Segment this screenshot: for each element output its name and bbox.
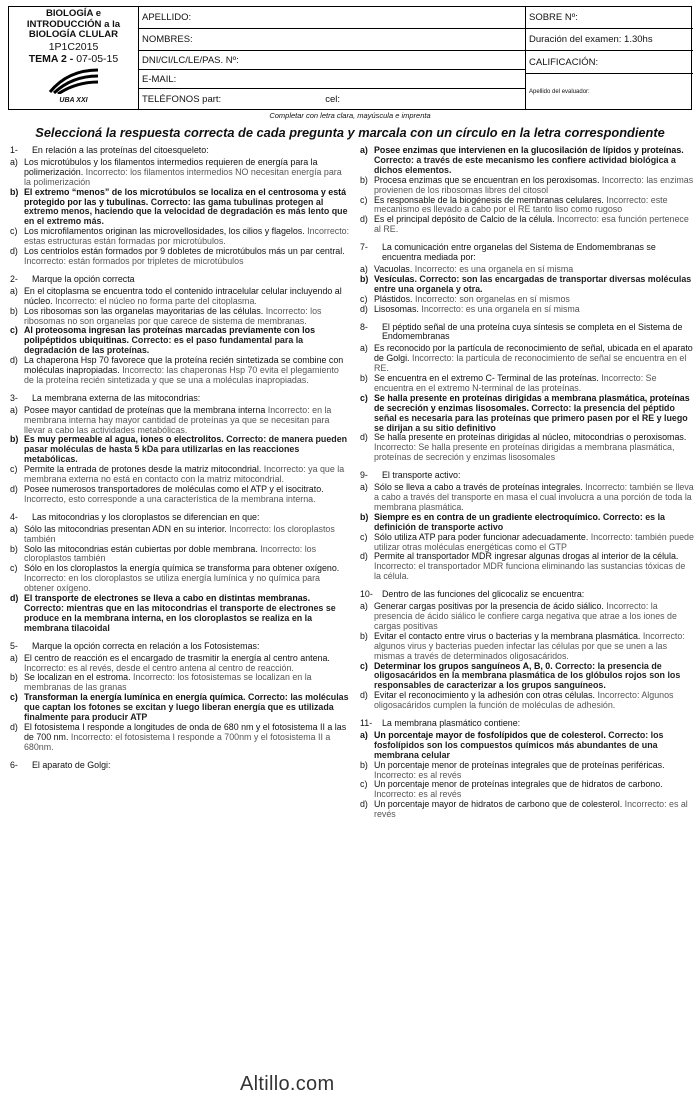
option-text: Al proteosoma ingresan las proteínas marcadas previamente con los polipéptidos ubiquitinas. (24, 325, 316, 346)
option-comment: Correcto: es el paso fundamental para la degradación de las proteínas. (24, 335, 304, 356)
option-letter[interactable]: c) (10, 464, 18, 475)
option-text: Procesa enzimas que se encuentran en los peroxisomas. (374, 174, 600, 185)
option-body (24, 545, 350, 565)
question (10, 642, 350, 753)
question-text: Marque la opción correcta en relación a los Fotosistemas: (32, 640, 260, 651)
option-letter[interactable]: a) (360, 263, 368, 274)
option-text: Se encuentra en el extremo C- Terminal de las proteínas. (374, 373, 599, 384)
sobre-field[interactable] (526, 7, 693, 29)
question-stem (360, 719, 694, 729)
option-text: Determinar los grupos sanguíneos A, B, 0. (374, 660, 553, 671)
exam-date: 07-05-15 (76, 52, 119, 65)
question-text: El aparato de Golgi: (32, 759, 111, 770)
option-comment: Correcto: es la definición de transporte activo (374, 511, 665, 532)
option-body (374, 800, 694, 820)
logo-text: UBA XXI (59, 96, 88, 104)
option-body (374, 394, 694, 434)
question-number: 5- (10, 640, 18, 651)
option-comment: Incorrecto: los cloroplastos también (24, 543, 317, 564)
answer-option[interactable] (360, 602, 694, 632)
option-letter[interactable]: d) (360, 551, 368, 562)
answer-option[interactable] (10, 227, 350, 247)
option-comment: Incorrecto: son organelas en sí mismos (414, 293, 570, 304)
answer-option[interactable] (10, 693, 350, 723)
option-comment: Incorrecto: el fotosistema I responde a 700nm y el fotosistema II a 680nm. (24, 731, 331, 752)
dni-field[interactable] (139, 51, 525, 70)
option-letter[interactable]: b) (360, 273, 369, 284)
option-text: Lisosomas. (374, 303, 419, 314)
option-body (374, 483, 694, 513)
uba-logo (34, 68, 114, 104)
option-body (24, 465, 350, 485)
course-code: 1P1C2015 (48, 40, 99, 53)
option-letter[interactable]: a) (10, 523, 18, 534)
option-text: Evitar el reconocimiento y la adhesión con otras células. (374, 690, 596, 701)
option-text: Se halla presente en proteínas dirigidas al núcleo, mitocondrias o peroxisomas. (374, 432, 687, 443)
option-comment: Incorrecto: están formados por tripletes de microtúbulos (24, 255, 244, 266)
answer-option[interactable] (360, 662, 694, 692)
option-letter[interactable]: d) (360, 432, 368, 443)
question (360, 243, 694, 314)
option-letter[interactable]: c) (10, 325, 18, 336)
option-letter[interactable]: a) (10, 285, 18, 296)
option-text: Sólo las mitocondrias presentan ADN en su interior. (24, 523, 227, 534)
option-comment: Incorrecto: Algunos oligosacáridos cumplen la función de moléculas de adhesión. (374, 690, 674, 711)
option-comment: Correcto: los fosfolípidos son los compuestos químicos más abundantes de una membrana celular (374, 729, 664, 760)
option-text: Un porcentaje menor de proteínas integrales que de proteínas periféricas. (374, 759, 665, 770)
option-text: Es reconocido por la partícula de reconocimiento de señal, ubicada en el aparato de Golgi. (374, 343, 693, 364)
nombres-label: NOMBRES: (142, 34, 193, 45)
question-text: Las mitocondrias y los cloroplastos se diferencian en que: (32, 511, 260, 522)
option-comment: Correcto: la presencia del péptido señal es necesaria para las proteínas que primero pasen por el RE y luego se dirijan a su sitio definitivo (374, 402, 688, 433)
answer-option[interactable] (360, 394, 694, 434)
apellido-label: APELLIDO: (142, 12, 192, 23)
option-comment: Incorrecto: este mecanismo es llevado a cabo por el RE tanto liso como rugoso (374, 194, 668, 215)
question-text: El péptido señal de una proteína cuya síntesis se completa en el Sistema de Endomembranas (382, 321, 683, 342)
tema-label: TEMA 2 - (28, 52, 74, 65)
question-text: El transporte activo: (382, 470, 461, 481)
option-body (24, 723, 350, 753)
dni-label: DNI/CI/LC/LE/PAS. Nº: (142, 54, 239, 66)
option-comment: Incorrecto: es al revés (374, 799, 688, 820)
option-body (374, 146, 694, 176)
exam-info-box (526, 7, 693, 109)
option-letter[interactable]: a) (10, 652, 18, 663)
option-comment: Correcto: la presencia de oligosacáridos en la membrana plasmática de los glóbulos rojos son los responsables de caracterizar a los grupos sanguíneos. (374, 660, 681, 691)
option-text: El transporte de electrones se lleva a cabo en distintas membranas. (24, 593, 311, 604)
question-number: 10- (360, 589, 373, 600)
option-comment: Correcto: son las encargadas de transportar diversas moléculas entre una organela y otra. (374, 273, 692, 294)
course-line-2: INTRODUCCIÓN a la (26, 18, 121, 30)
answer-option[interactable] (10, 465, 350, 485)
option-comment: Incorrecto: es una organela en sí misma (421, 303, 580, 314)
option-letter[interactable]: a) (360, 482, 368, 493)
option-comment: Incorrecto: también se lleva a cabo a través del transporte en masa el cual involucra a una porción de toda la membrana plasmática. (374, 482, 694, 512)
option-body (374, 662, 694, 692)
question-number: 9- (360, 470, 368, 481)
course-line-3: BIOLOGÍA CLULAR (28, 29, 119, 40)
course-box (9, 7, 139, 109)
question-stem (10, 394, 350, 404)
option-body (374, 602, 694, 632)
option-comment: Incorrecto: los fotosistemas se localizan en la membranas de las granas (24, 672, 312, 693)
option-body (374, 761, 694, 781)
option-text: Posee enzimas que intervienen en la glucosilación de lípidos y proteínas. (374, 145, 684, 155)
option-body (374, 374, 694, 394)
option-text: El fotosistema I responde a longitudes de onda de 680 nm y el fotosistema II a las de 700 nm. (24, 721, 347, 742)
option-text: En el citoplasma se encuentra todo el contenido intracelular celular incluyendo al núcleo. (24, 285, 342, 306)
option-comment: Incorrecto: la partícula de reconocimiento de señal se encuentra en el RE. (374, 353, 687, 374)
answer-option[interactable] (360, 215, 694, 235)
question (10, 394, 350, 505)
option-body (24, 406, 350, 436)
answer-option[interactable] (10, 435, 350, 465)
option-letter[interactable]: c) (360, 392, 368, 403)
answer-option[interactable] (360, 731, 694, 761)
option-letter[interactable]: b) (10, 543, 18, 554)
option-comment: Correcto: de manera pueden pasar moléculas de hasta 5 kDa para utilizarlas en las reacciones metabólicas. (24, 434, 348, 465)
option-body (24, 307, 350, 327)
calificacion-field[interactable] (526, 51, 693, 74)
question (360, 590, 694, 711)
question-number: 4- (10, 511, 18, 522)
option-text: La chaperona Hsp 70 favorece que la proteína recién sintetizada se combine con moléculas inapropiadas. (24, 355, 344, 376)
question-text: La membrana plasmático contiene: (382, 718, 521, 729)
option-letter[interactable]: b) (10, 186, 19, 197)
option-letter[interactable]: b) (360, 373, 368, 384)
option-letter[interactable]: b) (360, 759, 368, 770)
option-text: Siempre es en contra de un gradiente electroquímico. (374, 511, 601, 522)
option-text: Es responsable de la biogénesis de membranas celulares. (374, 194, 604, 205)
option-comment: Incorrecto: también puede utilizar otras moléculas energéticas como el GTP (374, 531, 694, 552)
answer-option[interactable] (360, 344, 694, 374)
question-text: Dentro de las funciones del glicocaliz se encuentra: (382, 589, 585, 600)
answer-option[interactable] (360, 761, 694, 781)
option-text: Posee numerosos transportadores de moléculas como el ATP y el isocitrato. (24, 484, 324, 494)
option-comment: Correcto: las moléculas que captan los fotones se excitan y luego liberan energía que es utilizada finalmente para producir ATP (24, 692, 349, 723)
question (10, 275, 350, 386)
option-body (374, 433, 694, 463)
option-comment: Incorrecto: el núcleo no forma parte del citoplasma. (55, 295, 257, 306)
option-body (374, 176, 694, 196)
answer-option[interactable] (360, 780, 694, 800)
answer-option[interactable] (360, 433, 694, 463)
option-body (374, 196, 694, 216)
cel-label: cel: (325, 93, 340, 105)
telefonos-field[interactable] (139, 89, 525, 109)
option-letter[interactable]: c) (360, 531, 368, 542)
fill-note: Completar con letra clara, mayúscula e imprenta (269, 111, 431, 120)
option-letter[interactable]: a) (360, 729, 368, 740)
option-comment: Correcto: mientras que en las mitocondrias el transporte de electrones se produce en la membrana interna, en los cloroplastos se realiza en la membrana tilacoidal (24, 602, 336, 633)
option-letter[interactable]: c) (360, 660, 368, 671)
question-stem (360, 590, 694, 600)
answer-option[interactable] (360, 146, 694, 176)
tema-date (29, 53, 118, 65)
watermark: Altillo.com (240, 1073, 335, 1095)
option-text: Transforman la energía lumínica en energía química. (24, 692, 246, 703)
option-text: Posee mayor cantidad de proteínas que la membrana interna (24, 404, 266, 415)
sobre-label: SOBRE Nº: (529, 12, 578, 23)
question (360, 323, 694, 464)
left-column (10, 146, 350, 779)
option-text: Vacuolas. (374, 263, 413, 274)
answer-option[interactable] (360, 691, 694, 711)
option-text: Sólo en los cloroplastos la energía química se transforma para obtener oxígeno. (24, 563, 340, 574)
question-text: La comunicación entre organelas del Sistema de Endomembranas se encuentra mediada por: (382, 242, 656, 263)
option-text: Los microtúbulos y los filamentos intermedios requieren de energía para la polimerización. (24, 156, 318, 177)
option-text: Generar cargas positivas por la presencia de ácido siálico. (374, 601, 604, 612)
uba-logo-icon (48, 68, 100, 94)
answer-option[interactable] (10, 356, 350, 386)
answer-option[interactable] (360, 176, 694, 196)
answer-option[interactable] (10, 247, 350, 267)
question-text: La membrana externa de las mitocondrias: (32, 392, 201, 403)
option-letter[interactable]: d) (360, 214, 368, 225)
question-number: 8- (360, 321, 368, 332)
option-letter[interactable]: a) (360, 343, 368, 354)
email-field[interactable] (139, 70, 525, 89)
option-text: Un porcentaje mayor de hidratos de carbono que de colesterol. (374, 799, 623, 810)
option-text: Permite la entrada de protones desde la matriz mitocondrial. (24, 464, 262, 475)
option-comment: Incorrecto: las chaperonas Hsp 70 evita el plegamiento de la proteína recién sintetizada y que se una a moléculas inapropiadas. (24, 365, 339, 385)
question (360, 146, 694, 235)
option-text: Los centriolos están formados por 9 dobletes de microtúbulos más un par central. (24, 246, 345, 257)
answer-option[interactable] (10, 485, 350, 505)
option-body (374, 275, 694, 295)
option-body (24, 326, 350, 356)
option-text: Un porcentaje menor de proteínas integrales que de hidratos de carbono. (374, 779, 663, 790)
option-body (24, 158, 350, 188)
option-text: El extremo “menos” de los microtúbulos se localiza en el centrosoma y está protegido por las y tubulinas. (24, 186, 347, 207)
question (360, 471, 694, 582)
option-body (374, 731, 694, 761)
nombres-field[interactable] (139, 29, 525, 51)
option-comment: Incorrecto: en los cloroplastos se utiliza energía lumínica y no química para obtener oxígeno. (24, 573, 320, 594)
answer-option[interactable] (10, 307, 350, 327)
answer-option[interactable] (10, 188, 350, 228)
answer-option[interactable] (360, 533, 694, 553)
option-comment: Incorrecto: los ribosomas no son organelas por que carece de sistema de membranas. (24, 305, 322, 326)
option-comment: Incorrecto: Se encuentra en el extremo N-terminal de las proteínas. (374, 373, 657, 393)
duracion-label: Duración del examen: 1.30hs (529, 34, 653, 45)
option-comment: Incorrecto: es al revés, desde el centro antena al centro de reacción. (24, 662, 294, 673)
question (360, 719, 694, 820)
question-number: 1- (10, 145, 18, 155)
question (10, 513, 350, 634)
option-letter[interactable]: d) (360, 799, 368, 810)
option-letter[interactable]: c) (360, 194, 368, 205)
email-label: E-MAIL: (142, 73, 177, 85)
answer-option[interactable] (360, 632, 694, 662)
option-letter[interactable]: b) (10, 672, 18, 683)
option-body (24, 188, 350, 228)
calificacion-label: CALIFICACIÓN: (529, 56, 599, 68)
question (10, 146, 350, 267)
option-comment: Incorrecto, esto corresponde a una característica de la membrana interna. (24, 493, 316, 504)
answer-option[interactable] (10, 545, 350, 565)
option-text: Sólo utiliza ATP para poder funcionar adecuadamente. (374, 531, 589, 542)
option-body (24, 594, 350, 634)
option-body (24, 525, 350, 545)
question-number: 6- (10, 759, 18, 770)
option-body (24, 564, 350, 594)
option-letter[interactable]: a) (10, 156, 18, 167)
option-body (374, 513, 694, 533)
question-stem (10, 275, 350, 285)
question-stem (10, 513, 350, 523)
option-letter[interactable]: d) (10, 246, 18, 257)
option-text: Evitar el contacto entre virus o bacterias y la membrana plasmática. (374, 630, 641, 641)
option-comment: Correcto: a través de este mecanismo les confiere actividad biológica a dichos elementos. (374, 154, 676, 175)
answer-option[interactable] (360, 552, 694, 582)
question-number: 3- (10, 392, 18, 403)
option-body (374, 780, 694, 800)
option-body (24, 693, 350, 723)
answer-option[interactable] (10, 654, 350, 674)
option-body (374, 632, 694, 662)
student-data-box (139, 7, 526, 109)
option-text: Permite al transportador MDR ingresar algunas drogas al interior de la célula. (374, 551, 679, 562)
option-comment: Incorrecto: en la membrana interna hay mayor cantidad de proteínas ya que se necesitan para llevar a cabo las actividades metabólicas. (24, 404, 332, 435)
option-letter[interactable]: d) (10, 721, 18, 732)
option-letter[interactable]: a) (360, 145, 368, 155)
option-body (24, 485, 350, 505)
option-letter[interactable]: b) (360, 174, 368, 185)
question-stem (360, 471, 694, 481)
option-text: El centro de reacción es el encargado de trasmitir la energía al centro antena. (24, 652, 330, 663)
option-text: Es muy permeable al agua, iones o electrolitos. (24, 434, 224, 445)
option-comment: Correcto: las gama tubulinas protegen al extremo menos, haciendo que la velocidad de degradación es más lento que en el extremo más. (24, 196, 348, 227)
option-letter[interactable]: c) (10, 563, 18, 574)
evaluador-label: Apellido del evaluador: (529, 88, 590, 95)
apellido-field[interactable] (139, 7, 525, 29)
option-text: Se halla presente en proteínas dirigidas a membrana plasmática, proteínas de secreción y enzimas lisosomales. (374, 392, 690, 413)
answer-option[interactable] (360, 483, 694, 513)
option-comment: Incorrecto: esa función pertenece al RE. (374, 214, 689, 235)
option-text: Vesículas. (374, 273, 417, 284)
question-text: En relación a las proteínas del citoesqueleto: (32, 145, 209, 155)
answer-option[interactable] (10, 723, 350, 753)
option-comment: Incorrecto: ya que la membrana externa no está en contacto con la matriz mitocondrial. (24, 464, 345, 485)
option-comment: Incorrecto: la presencia de ácido siálico le confiere carga negativa que atrae a los iones de cargas positivas (374, 601, 677, 631)
option-comment: Incorrecto: es al revés (374, 789, 462, 800)
option-letter[interactable]: b) (360, 630, 368, 641)
duracion-field (526, 29, 693, 51)
option-letter[interactable]: d) (10, 484, 18, 494)
instruction-title: Seleccioná la respuesta correcta de cada pregunta y marcala con un círculo en la letra correspondiente (35, 125, 665, 140)
option-text: Es el principal depósito de Calcio de la célula. (374, 214, 555, 225)
answer-option[interactable] (10, 673, 350, 693)
option-body (374, 215, 694, 235)
option-letter[interactable]: a) (10, 404, 18, 415)
question-text: Marque la opción correcta (32, 273, 135, 284)
answer-option[interactable] (10, 287, 350, 307)
option-body (374, 344, 694, 374)
option-body (374, 691, 694, 711)
option-comment: Incorrecto: las enzimas provienen de los ribosomas libres del citosol (374, 174, 694, 195)
answer-option[interactable] (360, 305, 694, 315)
question (10, 761, 350, 771)
question-stem (10, 642, 350, 652)
option-letter[interactable]: d) (10, 593, 19, 604)
option-text: Solo las mitocondrias están cubiertas por doble membrana. (24, 543, 258, 554)
option-text: Los ribosomas son las organelas mayoritarias de las células. (24, 305, 264, 316)
answer-option[interactable] (360, 196, 694, 216)
option-text: Los microfilamentos originan las microvellosidades, los cilios y flagelos. (24, 226, 305, 237)
answer-option[interactable] (10, 564, 350, 594)
option-letter[interactable]: c) (10, 226, 18, 237)
option-comment: Incorrecto: es una organela en sí misma (414, 263, 574, 274)
option-letter[interactable]: d) (360, 690, 368, 701)
option-letter[interactable]: d) (360, 303, 368, 314)
option-comment: Incorrecto: los filamentos intermedios NO necesitan energía para la polimerización (24, 166, 342, 187)
course-line-1: BIOLOGÍA e (45, 8, 102, 19)
option-letter[interactable]: b) (10, 434, 19, 445)
answer-option[interactable] (360, 275, 694, 295)
option-text: Plástidos. (374, 293, 413, 304)
option-text: Sólo se lleva a cabo a través de proteínas integrales. (374, 482, 583, 493)
option-comment: Incorrecto: los cloroplastos también (24, 523, 335, 544)
option-comment: Incorrecto: Se halla presente en proteínas dirigidas a membrana plasmática, proteínas de secreción y enzimas lisosomales (374, 442, 675, 463)
option-letter[interactable]: c) (360, 293, 368, 304)
exam-header (8, 6, 692, 110)
option-letter[interactable]: b) (10, 305, 18, 316)
option-text: Se localizan en el estroma. (24, 672, 131, 683)
answer-option[interactable] (360, 513, 694, 533)
option-letter[interactable]: a) (360, 601, 368, 612)
answer-option[interactable] (360, 374, 694, 394)
option-body (374, 552, 694, 582)
option-body (24, 247, 350, 267)
answer-option[interactable] (10, 158, 350, 188)
option-letter[interactable]: d) (10, 355, 18, 366)
question-stem (10, 146, 350, 156)
answer-option[interactable] (10, 525, 350, 545)
telefonos-label: TELÉFONOS part: (142, 93, 222, 105)
option-body (24, 435, 350, 465)
right-column (360, 146, 694, 828)
question-number: 7- (360, 242, 368, 253)
option-comment: Incorrecto: estas estructuras están formadas por microtúbulos. (24, 226, 350, 247)
option-body (24, 673, 350, 693)
option-comment: Incorrecto: algunos virus y bacterias pueden infectar las células por que se unen a las mismas a través de determinados oligosacáridos. (374, 630, 685, 661)
option-comment: Incorrecto: es al revés (374, 769, 462, 780)
option-body (24, 287, 350, 307)
option-comment: Incorrecto: el transportador MDR funciona eliminando las sustancias tóxicas de la célula. (374, 561, 686, 582)
answer-option[interactable] (10, 594, 350, 634)
option-letter[interactable]: b) (360, 511, 369, 522)
option-letter[interactable]: c) (360, 779, 368, 790)
option-letter[interactable]: c) (10, 692, 18, 703)
question-stem (10, 761, 350, 771)
question-number: 11- (360, 718, 373, 729)
answer-option[interactable] (360, 800, 694, 820)
answer-option[interactable] (10, 406, 350, 436)
option-body (374, 533, 694, 553)
question-stem (360, 323, 694, 343)
option-body (24, 654, 350, 674)
option-body (374, 305, 694, 315)
option-text: Un porcentaje mayor de fosfolípidos que de colesterol. (374, 729, 606, 740)
question-stem (360, 243, 694, 263)
option-body (24, 356, 350, 386)
question-number: 2- (10, 273, 18, 284)
answer-option[interactable] (10, 326, 350, 356)
evaluador-field[interactable] (526, 74, 693, 109)
option-body (24, 227, 350, 247)
